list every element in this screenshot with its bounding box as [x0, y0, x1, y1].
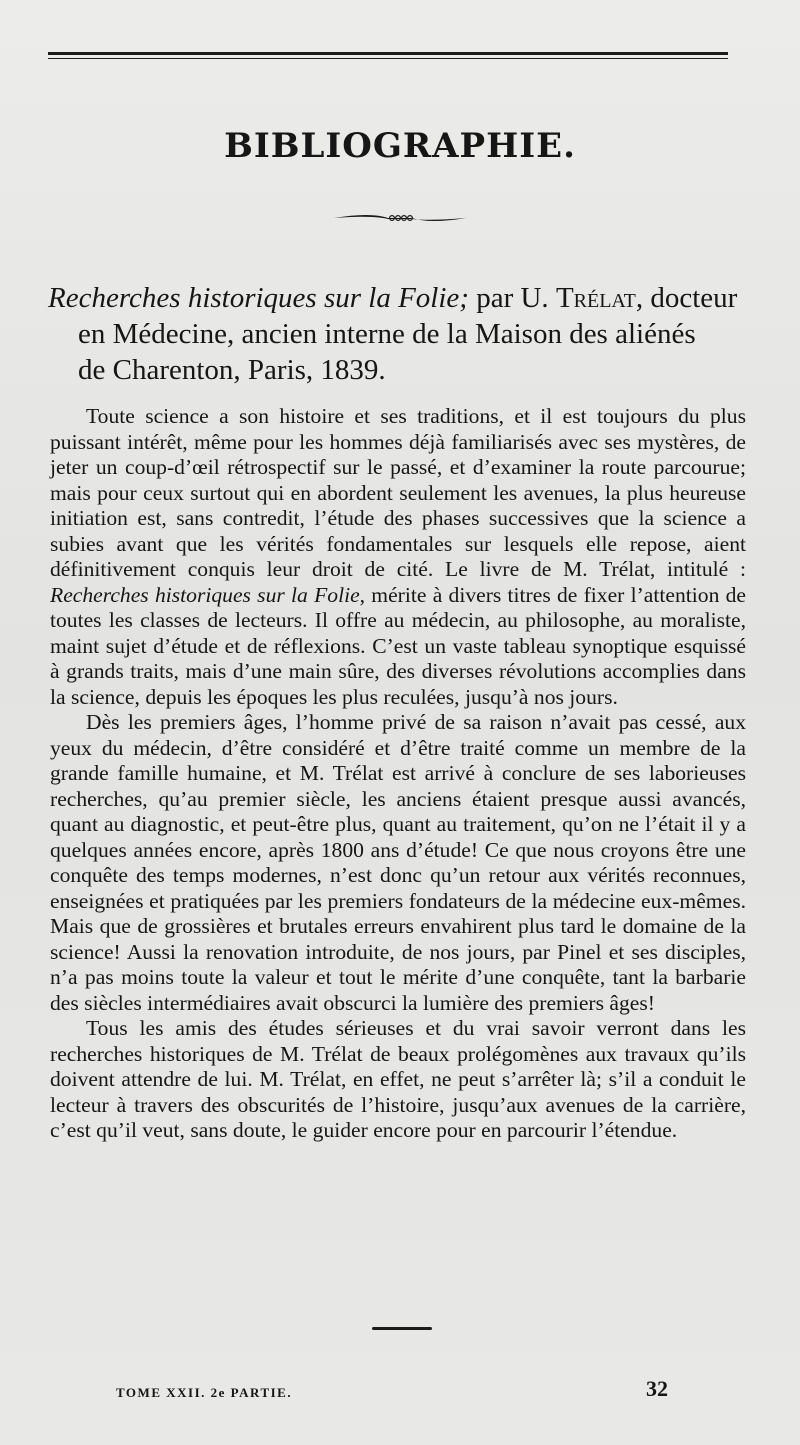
footer-volume: TOME XXII. 2e PARTIE. — [116, 1385, 293, 1400]
article-body — [50, 404, 746, 1144]
article-heading — [48, 280, 760, 388]
heading-line2: en Médecine, ancien interne de la Maison des aliénés — [78, 318, 696, 350]
heading-author: Trélat — [555, 282, 636, 314]
heading-by: par U. — [468, 282, 556, 314]
paragraph-1-book-title: Recherches historiques sur la Folie — [50, 582, 360, 607]
top-rule-thin — [48, 58, 728, 59]
page-title: BIBLIOGRAPHIE. — [224, 126, 576, 166]
paragraph-1-text: Toute science a son histoire et ses traditions, et il est toujours du plus puissant intérêt, même pour les hommes déjà familiarisés avec ses mystères, de jeter un coup-d’œil rétrospectif sur le passé, et d’examiner la route parcourue; mais pour ceux surtout qui en abordent seulement les avenues, la plus heureuse initiation est, sans contredit, l’étude des phases successives que la science a subies avant que les vérités fondamentales sur lesquels elle repose, aient définitivement conquis leur droit de cité. Le livre de M. Trélat, intitulé : — [50, 404, 746, 581]
bottom-rule — [372, 1327, 432, 1330]
paragraph-3: Tous les amis des études sérieuses et du vrai savoir verront dans les recherches historiques de M. Trélat de beaux prolégomènes aux travaux qu’ils doivent attendre de lui. M. Trélat, en effet, ne peut s’arrêter là; s’il a conduit le lecteur à travers des obscurités de l’histoire, jusqu’aux avenues de la carrière, c’est qu’il veut, sans doute, le guider encore pour en parcourir l’étendue. — [50, 1016, 746, 1142]
paragraph-2: Dès les premiers âges, l’homme privé de sa raison n’avait pas cessé, aux yeux du médecin, d’être considéré et d’être traité comme un membre de la grande famille humaine, et M. Trélat est arrivé à conclure de ses laborieuses recherches, qu’au premier siècle, les anciens étaient presque aussi avancés, quant au diagnostic, et peut-être plus, quant au traitement, qu’on ne l’était il y a quelques années encore, après 1800 ans d’étude! Ce que nous croyons être une conquête des temps modernes, n’est donc qu’un retour aux vérités reconnues, enseignées et pratiquées par les premiers fondateurs de la médecine eux-mêmes. Mais que de grossières et brutales erreurs envahirent plus tard le domaine de la science! Aussi la renovation introduite, de nos jours, par Pinel et ses disciples, n’a pas moins toute la valeur et tout le mérite d’une conquête, tant la barbarie des siècles intermédiaires avait obscurci la lumière des premiers âges! — [50, 710, 746, 1015]
ornament-divider — [330, 208, 470, 228]
page-number: 32 — [646, 1376, 668, 1401]
heading-line1-rest: , docteur — [635, 282, 738, 314]
top-rule — [48, 52, 728, 55]
book-title: Recherches historiques sur la Folie; — [48, 282, 469, 314]
heading-line3: de Charenton, Paris, 1839. — [78, 354, 386, 386]
paragraph-1 — [50, 404, 746, 710]
paragraph-1-text-end: , mérite à divers titres de fixer l’attention de toutes les classes de lecteurs. Il offre au médecin, au philosophe, au moraliste, maint sujet d’étude et de réflexions. C’est un vaste tableau synoptique esquissé à grands traits, mais d’une main sûre, des diverses révolutions accomplies dans la science, depuis les époques les plus reculées, jusqu’à nos jours. — [50, 582, 746, 709]
